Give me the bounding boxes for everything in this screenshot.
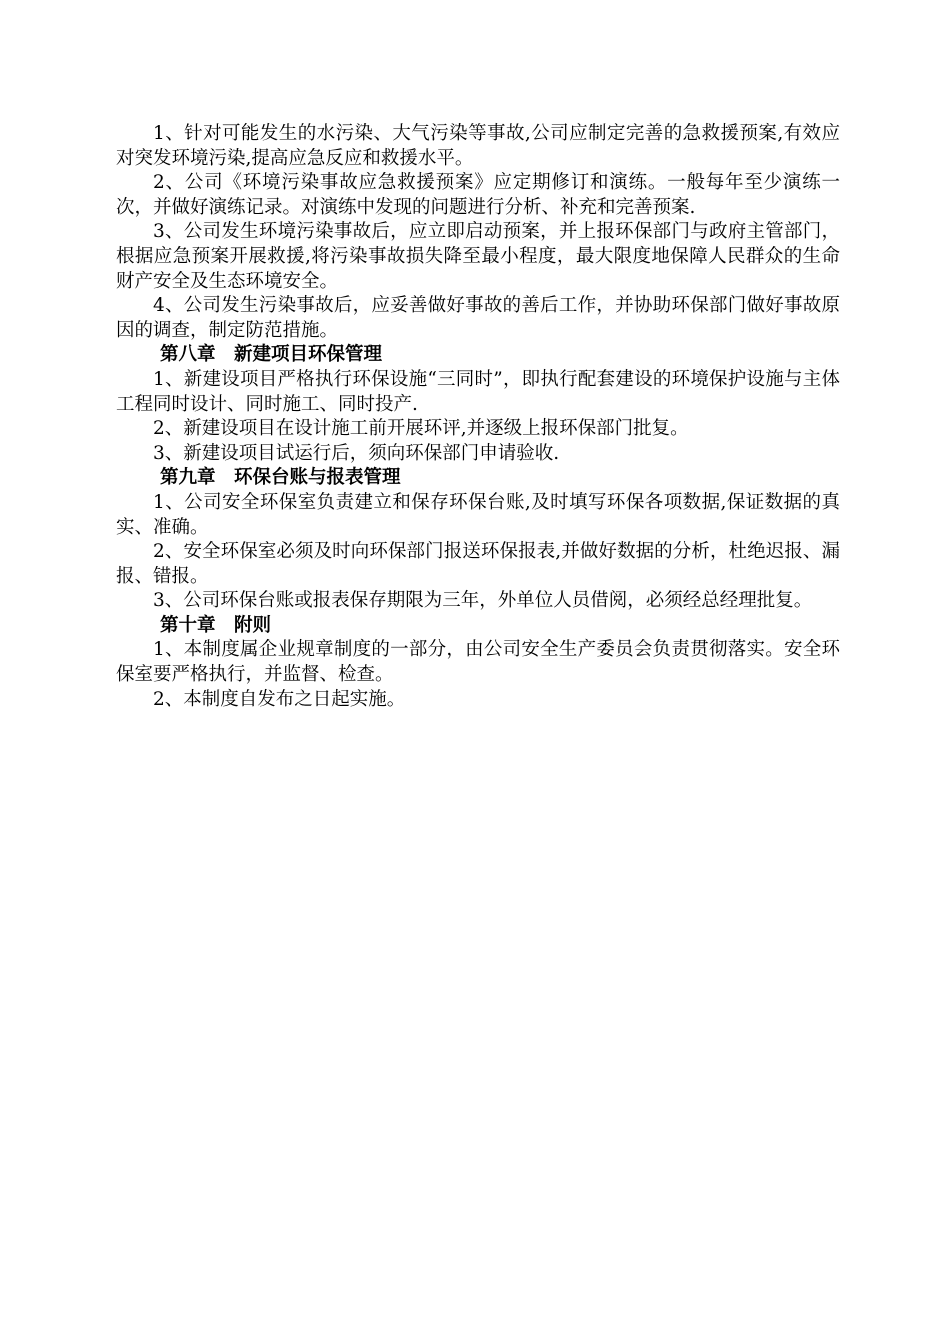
document-page <box>116 122 840 712</box>
paragraph: 3、公司发生环境污染事故后，应立即启动预案，并上报环保部门与政府主管部门，根据应急预案开展救援,将污染事故损失降至最小程度，最大限度地保障人民群众的生命财产安全及生态环境安全。 <box>116 221 840 292</box>
paragraph: 1、针对可能发生的水污染、大气污染等事故,公司应制定完善的急救援预案,有效应对突发环境污染,提高应急反应和救援水平。 <box>116 123 840 169</box>
paragraph: 2、新建设项目在设计施工前开展环评,并逐级上报环保部门批复。 <box>153 418 689 440</box>
paragraph: 1、本制度属企业规章制度的一部分，由公司安全生产委员会负责贯彻落实。安全环保室要严格执行，并监督、检查。 <box>116 639 840 686</box>
paragraph: 4、公司发生污染事故后，应妥善做好事故的善后工作，并协助环保部门做好事故原因的调查，制定防范措施。 <box>116 295 840 341</box>
paragraph: 2、公司《环境污染事故应急救援预案》应定期修订和演练。一般每年至少演练一次，并做好演练记录。对演练中发现的问题进行分析、补充和完善预案. <box>116 172 840 218</box>
paragraph: 2、本制度自发布之日起实施。 <box>153 688 406 710</box>
chapter-heading: 第八章 新建项目环保管理 <box>160 344 383 366</box>
paragraph: 2、安全环保室必须及时向环保部门报送环保报表,并做好数据的分析，杜绝迟报、漏报、错报。 <box>116 541 840 587</box>
chapter-heading: 第九章 环保台账与报表管理 <box>160 467 401 489</box>
paragraph: 1、公司安全环保室负责建立和保存环保台账,及时填写环保各项数据,保证数据的真实、准确。 <box>116 491 840 538</box>
chapter-heading: 第十章 附则 <box>160 614 272 636</box>
paragraph: 1、新建设项目严格执行环保设施“三同时”，即执行配套建设的环境保护设施与主体工程同时设计、同时施工、同时投产. <box>116 368 840 415</box>
paragraph: 3、新建设项目试运行后，须向环保部门申请验收. <box>153 442 560 464</box>
paragraph: 3、公司环保台账或报表保存期限为三年，外单位人员借阅，必须经总经理批复。 <box>153 590 813 612</box>
